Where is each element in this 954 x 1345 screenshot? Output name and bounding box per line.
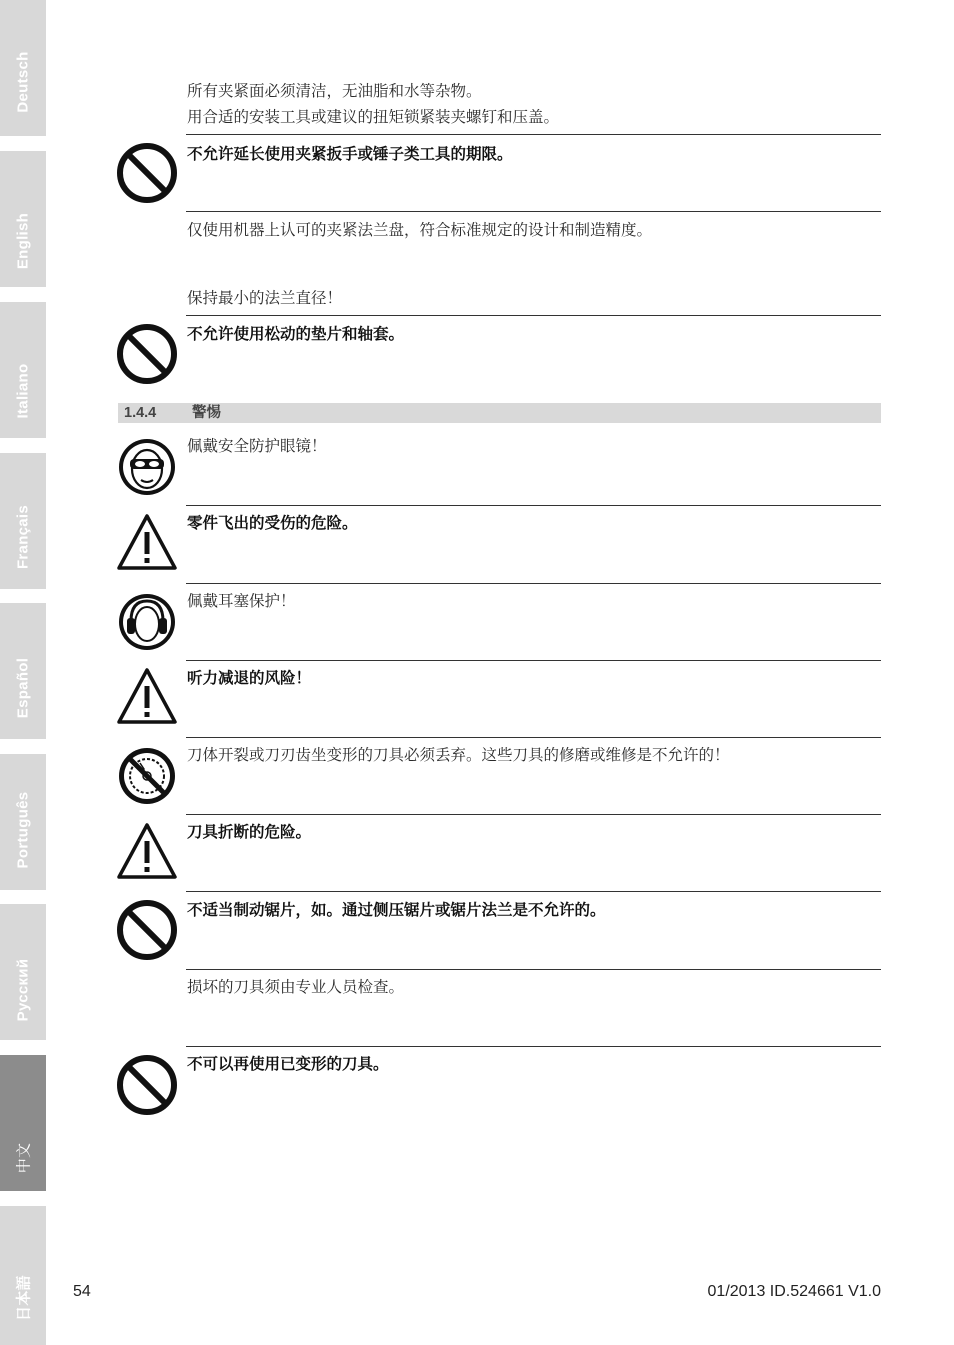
note-4-text: 不允许使用松动的垫片和轴套。 (187, 325, 405, 343)
page-number: 54 (73, 1283, 91, 1300)
tab-chinese[interactable]: 中文 (0, 1055, 46, 1191)
divider (186, 969, 881, 970)
tab-deutsch[interactable]: Deutsch (0, 0, 46, 136)
divider (186, 660, 881, 661)
warning-3-text: 佩戴耳塞保护！ (187, 592, 296, 610)
tab-japanese[interactable]: 日本語 (0, 1206, 46, 1345)
warning-4-text: 听力减退的风险！ (187, 669, 312, 687)
warning-triangle-icon (116, 666, 178, 728)
tab-francais[interactable]: Français (0, 453, 46, 589)
divider (186, 737, 881, 738)
prohibition-icon (116, 142, 178, 204)
tab-russian[interactable]: Русский (0, 904, 46, 1040)
warning-triangle-icon (116, 512, 178, 574)
warning-6-text: 刀具折断的危险。 (187, 823, 312, 841)
section-number: 1.4.4 (124, 405, 157, 421)
section-header (118, 403, 881, 423)
ear-protection-icon (116, 591, 178, 653)
divider (186, 134, 881, 135)
prohibition-icon (116, 1054, 178, 1116)
document-id: 01/2013 ID.524661 V1.0 (707, 1283, 881, 1300)
divider (186, 1046, 881, 1047)
prohibition-icon (116, 323, 178, 385)
warning-2-text: 零件飞出的受伤的危险。 (187, 514, 358, 532)
warning-8-text: 损坏的刀具须由专业人员检查。 (187, 978, 405, 996)
warning-9-text: 不可以再使用已变形的刀具。 (187, 1055, 389, 1073)
tab-italiano[interactable]: Italiano (0, 302, 46, 438)
section-title: 警惕 (192, 405, 221, 421)
tab-portugues[interactable]: Português (0, 754, 46, 890)
divider (186, 211, 881, 212)
intro-line-2: 用合适的安装工具或建议的扭矩锁紧装夹螺钉和压盖。 (187, 108, 560, 126)
warning-triangle-icon (116, 821, 178, 883)
warning-5-text: 刀体开裂或刀刃齿坐变形的刀具必须丢弃。这些刀具的修磨或维修是不允许的！ (187, 746, 730, 764)
divider (186, 583, 881, 584)
warning-7-text: 不适当制动锯片，如。通过侧压锯片或锯片法兰是不允许的。 (187, 901, 606, 919)
divider (186, 891, 881, 892)
damaged-blade-icon (116, 745, 178, 807)
intro-line-1: 所有夹紧面必须清洁，无油脂和水等杂物。 (187, 82, 482, 100)
note-3-text: 保持最小的法兰直径！ (187, 289, 343, 307)
note-1-text: 不允许延长使用夹紧扳手或锤子类工具的期限。 (187, 145, 513, 163)
tab-english[interactable]: English (0, 151, 46, 287)
tab-espanol[interactable]: Español (0, 603, 46, 739)
divider (186, 315, 881, 316)
safety-goggles-icon (116, 436, 178, 498)
prohibition-icon (116, 899, 178, 961)
note-2-text: 仅使用机器上认可的夹紧法兰盘，符合标准规定的设计和制造精度。 (187, 221, 653, 239)
divider (186, 505, 881, 506)
divider (186, 814, 881, 815)
warning-1-text: 佩戴安全防护眼镜！ (187, 437, 327, 455)
